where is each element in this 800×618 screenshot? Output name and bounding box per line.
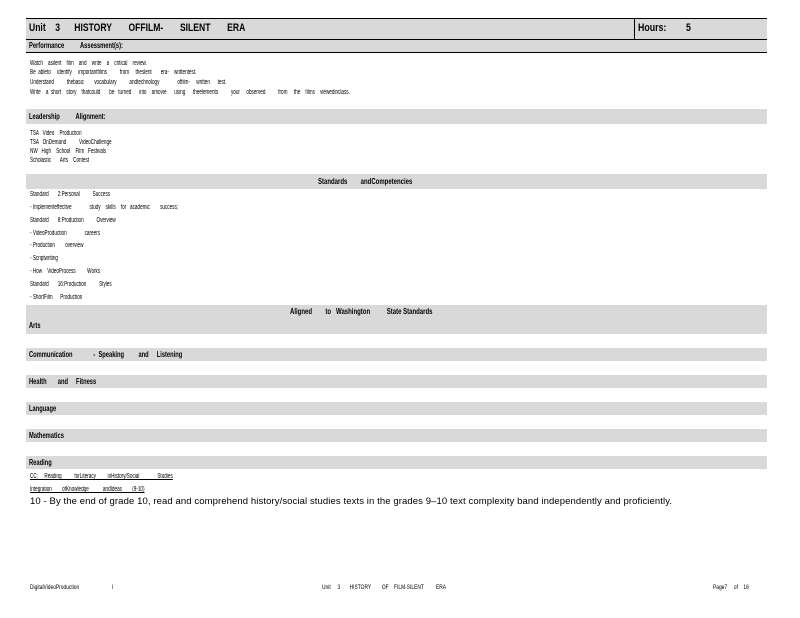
standards-line: - Production overview <box>30 242 84 249</box>
aligned-standards-bar <box>26 305 767 334</box>
hours-divider <box>634 19 635 39</box>
reading-label: Reading <box>29 458 52 467</box>
reading-link-domain[interactable]: Integration ofKnowledge andIdeas (9-10) <box>30 486 145 493</box>
health-fitness-label: Health and Fitness <box>29 377 97 386</box>
aligned-standards-label: Aligned to Washington State Standards <box>290 307 433 316</box>
leadership-line: NW High School Film Festivals <box>30 148 107 155</box>
reading-link-strand[interactable]: CC: Reading forLiteracy inHistory/Social Studies <box>30 473 173 480</box>
leadership-label: Leadership Alignment: <box>29 112 106 121</box>
reading-standard-text: 10 - By the end of grade 10, read and comprehend history/social studies texts in the grades 9–10 text complexity band independently and proficiently. <box>30 496 673 507</box>
standards-line: Standard 2:Personal Success <box>30 191 111 198</box>
leadership-line: TSA Video Production <box>30 130 82 137</box>
standards-bar <box>26 174 767 189</box>
standards-line: - ShortFilm Production <box>30 294 83 301</box>
unit-title: Unit 3 HISTORY OFFILM- SILENT ERA <box>29 22 246 34</box>
arts-label: Arts <box>29 321 41 330</box>
standards-line: - How VideoProcess Works <box>30 268 101 275</box>
leadership-bar <box>26 109 767 124</box>
footer-course: DigitalVideoProduction <box>30 584 80 591</box>
performance-line: Watch asilent film and write a critical review. <box>30 60 147 67</box>
footer-mark: I <box>112 584 114 591</box>
standards-line: - VideoProduction careers <box>30 230 101 237</box>
standards-line: Standard 8:Production Overview <box>30 217 116 224</box>
standards-line: Standard 16:Production Styles <box>30 281 112 288</box>
health-fitness-bar <box>26 375 767 388</box>
footer-page-number: Page7 of 16 <box>713 584 749 591</box>
reading-bar <box>26 456 767 469</box>
hours-value: 5 <box>686 22 691 34</box>
hours-label: Hours: <box>638 22 667 34</box>
communication-bar <box>26 348 767 361</box>
performance-label: Performance Assessment(s): <box>29 41 123 50</box>
communication-label: Communication - Speaking and Listening <box>29 350 183 359</box>
footer-unit: Unit 3 HISTORY OF FILM-SILENT ERA <box>322 584 446 591</box>
performance-line: Be ableto identify importantfilms from theslent era- writtentest. <box>30 69 197 76</box>
unit-title-row <box>26 18 767 40</box>
standards-label: Standards andCompetencies <box>318 177 413 186</box>
mathematics-label: Mathematics <box>29 431 64 440</box>
performance-line: Write a short story thatcould be turned into amovie using theelements your observed from the films viewedinclass. <box>30 89 350 96</box>
leadership-line: Scholastic Arts Contest <box>30 157 90 164</box>
language-bar <box>26 402 767 415</box>
leadership-line: TSA OnDemand VideoChallenge <box>30 139 112 146</box>
standards-line: - Implementeffective study skills for academic success; <box>30 204 179 211</box>
performance-line: Understand thebasic vocabulary andtechnology offilm- written test. <box>30 79 227 86</box>
standards-line: - Scriptwriting <box>30 255 58 262</box>
language-label: Language <box>29 404 57 413</box>
performance-bar <box>26 40 767 53</box>
mathematics-bar <box>26 429 767 442</box>
